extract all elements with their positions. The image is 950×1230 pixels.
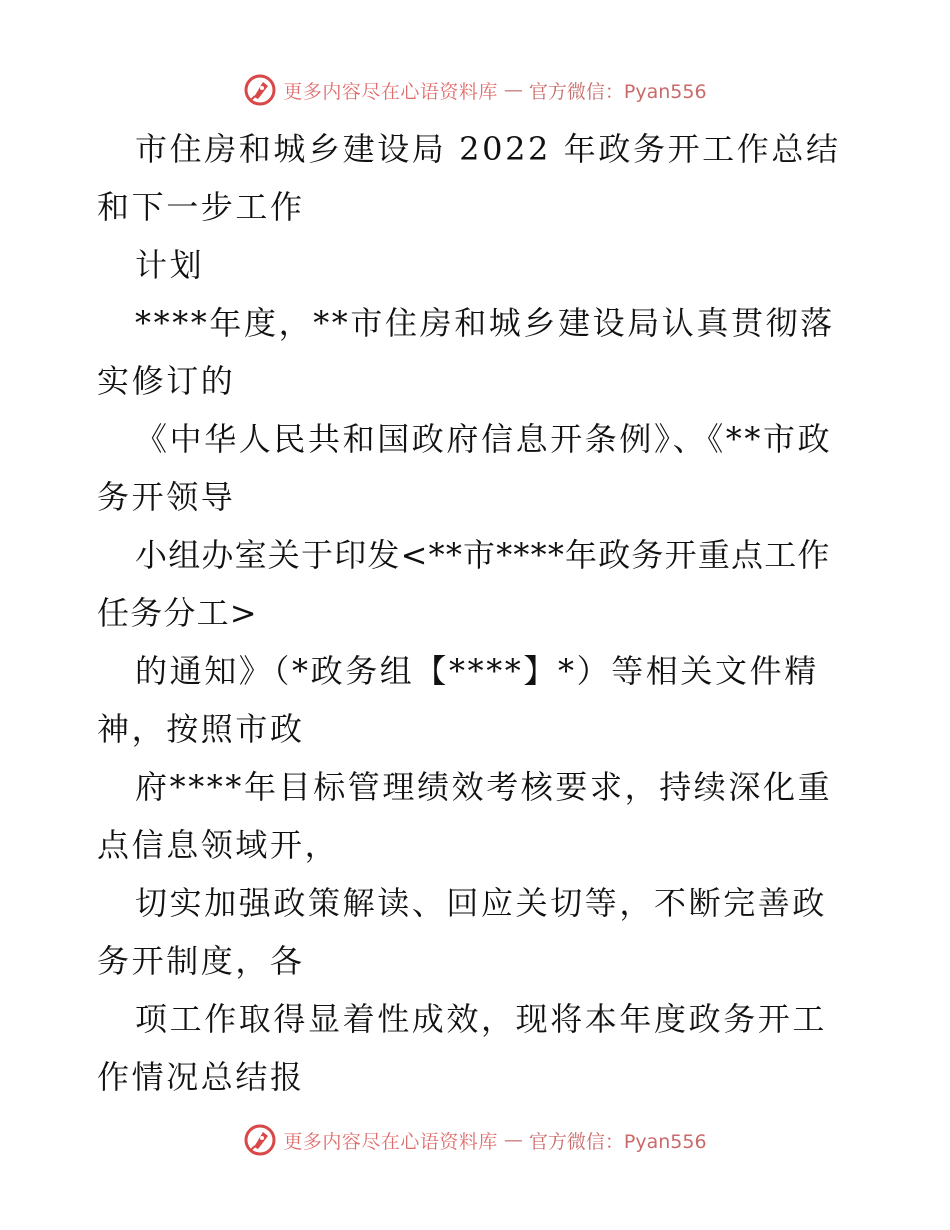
paragraph: ****年度，**市住房和城乡建设局认真贯彻落实修订的 bbox=[97, 304, 835, 400]
paragraph-title-cont: 计划 bbox=[135, 246, 205, 284]
paragraph-title: 市住房和城乡建设局 2022 年政务开工作总结和下一步工作 bbox=[97, 130, 841, 226]
pen-nib-logo-icon bbox=[243, 73, 277, 107]
pen-nib-logo-icon bbox=[243, 1123, 277, 1157]
paragraph: 府****年目标管理绩效考核要求，持续深化重点信息领域开， bbox=[97, 768, 833, 864]
watermark-wechat: 官方微信：Pyan556 bbox=[528, 1130, 707, 1153]
paragraph: 切实加强政策解读、回应关切等，不断完善政务开制度，各 bbox=[97, 884, 828, 980]
header-watermark bbox=[0, 70, 950, 110]
watermark-text: 更多内容尽在心语资料库 bbox=[283, 80, 498, 103]
paragraph: 的通知》（*政务组【****】*）等相关文件精神，按照市政 bbox=[97, 652, 819, 748]
watermark-separator: — bbox=[503, 79, 523, 101]
paragraph: 小组办室关于印发<**市****年政务开重点工作任务分工> bbox=[97, 536, 831, 632]
watermark-wechat: 官方微信：Pyan556 bbox=[528, 80, 707, 103]
paragraph: 《中华人民共和国政府信息开条例》、《**市政务开领导 bbox=[97, 420, 833, 516]
watermark-text: 更多内容尽在心语资料库 bbox=[283, 1130, 498, 1153]
document-body bbox=[97, 120, 857, 1106]
watermark-separator: — bbox=[503, 1129, 523, 1151]
footer-watermark bbox=[0, 1120, 950, 1160]
paragraph: 项工作取得显着性成效，现将本年度政务开工作情况总结报 bbox=[97, 1000, 828, 1096]
